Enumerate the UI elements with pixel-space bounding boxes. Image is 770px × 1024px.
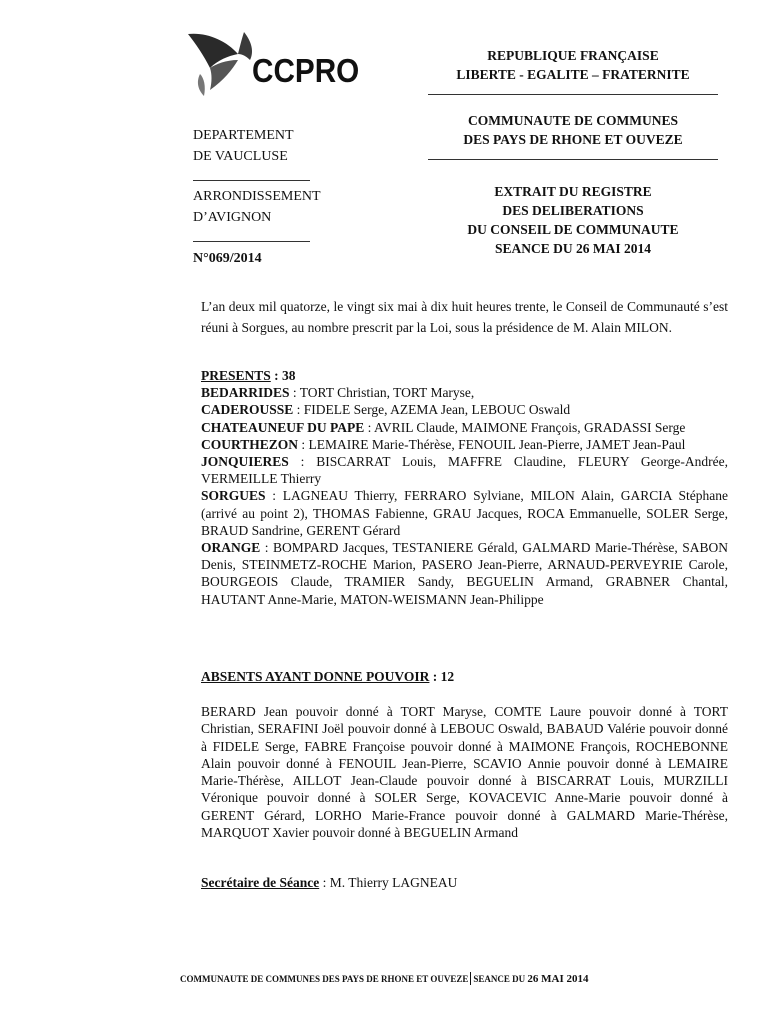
commune-entry	[201, 384, 728, 401]
commune-entry	[201, 401, 728, 418]
commune-name: CADEROUSSE	[201, 402, 294, 418]
commune-members: : LEMAIRE Marie-Thérèse, FENOUIL Jean-Pierre, JAMET Jean-Paul	[298, 436, 686, 452]
extrait-line-3: DU CONSEIL DE COMMUNAUTE	[467, 222, 679, 237]
communaute-header	[428, 111, 718, 149]
absents-heading	[201, 668, 728, 685]
divider	[428, 159, 718, 160]
republic-title: REPUBLIQUE FRANÇAISE	[487, 48, 659, 63]
secretaire-line	[201, 874, 728, 891]
extrait-header	[428, 182, 718, 258]
footer-separator	[470, 972, 471, 985]
divider	[193, 241, 310, 242]
arrondissement-line-1: ARRONDISSEMENT	[193, 189, 321, 204]
footer-seance-date: 26 MAI 2014	[527, 973, 589, 985]
logo-mark-icon	[186, 30, 256, 100]
commune-entry	[201, 487, 728, 539]
commune-entry	[201, 436, 728, 453]
absents-label: ABSENTS AYANT DONNE POUVOIR	[201, 669, 430, 684]
secretaire-label: Secrétaire de Séance	[201, 875, 320, 890]
absents-count: : 12	[429, 669, 455, 684]
commune-name: CHATEAUNEUF DU PAPE	[201, 419, 365, 435]
intro-paragraph: L’an deux mil quatorze, le vingt six mai à dix huit heures trente, le Conseil de Communauté s’est réuni à Sorgues, au nombre prescrit par la Loi, sous la présidence de M. Alain MILON.	[201, 299, 728, 335]
extrait-line-1: EXTRAIT DU REGISTRE	[494, 184, 652, 199]
commune-name: JONQUIERES	[201, 454, 289, 470]
commune-name: COURTHEZON	[201, 436, 299, 452]
commune-members: : BOMPARD Jacques, TESTANIERE Gérald, GALMARD Marie-Thérèse, SABON Denis, STEINMETZ-ROCHE Marion, PASERO Jean-Pierre, ARNAUD-PERVEYRIE Carole, BOURGEOIS Claude, TRAMIER Sandy, BEGUELIN Armand, GRABNER Chantal, HAUTANT Anne-Marie, MATON-WEISMANN Jean-Philippe	[201, 540, 728, 607]
commune-entry	[201, 453, 728, 487]
departement-line-1: DEPARTEMENT	[193, 128, 294, 143]
logo-text: CCPRO	[252, 52, 360, 89]
presents-label: PRESENTS	[201, 368, 271, 383]
arrondissement-block	[193, 186, 321, 228]
footer-left: COMMUNAUTE DE COMMUNES DES PAYS DE RHONE ET OUVEZE	[180, 974, 469, 984]
commune-members: : LAGNEAU Thierry, FERRARO Sylviane, MILON Alain, GARCIA Stéphane (arrivé au point 2), THOMAS Fabienne, GRAU Jacques, ROCA Emmanuelle, SOLER Serge, BRAUD Sandrine, GERENT Gérard	[201, 488, 728, 538]
ccpro-logo	[186, 30, 366, 100]
departement-line-2: DE VAUCLUSE	[193, 149, 288, 164]
page-footer	[180, 972, 700, 985]
absents-paragraph: BERARD Jean pouvoir donné à TORT Maryse, COMTE Laure pouvoir donné à TORT Christian, SERAFINI Joël pouvoir donné à LEBOUC Oswald, BABAUD Valérie pouvoir donné à FIDELE Serge, FABRE Françoise pouvoir donné à MAIMONE François, ROCHEBONNE Alain pouvoir donné à FENOUIL Jean-Pierre, SCAVIO Annie pouvoir donné à LEMAIRE Marie-Thérèse, AILLOT Jean-Claude pouvoir donné à BISCARRAT Louis, MURZILLI Véronique pouvoir donné à SOLER Serge, KOVACEVIC Anne-Marie pouvoir donné à GERENT Gérard, LORHO Marie-France pouvoir donné à GALMARD Marie-Thérèse, MARQUOT Xavier pouvoir donné à BEGUELIN Armand	[201, 704, 728, 841]
extrait-line-4: SEANCE DU 26 MAI 2014	[494, 241, 651, 256]
republic-header	[428, 46, 718, 84]
communaute-line-1: COMMUNAUTE DE COMMUNES	[468, 113, 678, 128]
presents-heading	[201, 367, 728, 384]
extrait-line-2: DES DELIBERATIONS	[502, 203, 644, 218]
commune-members: : TORT Christian, TORT Maryse,	[289, 385, 475, 401]
commune-entry	[201, 419, 728, 436]
republic-motto: LIBERTE - EGALITE – FRATERNITE	[456, 67, 690, 82]
divider	[428, 94, 718, 95]
departement-block	[193, 125, 294, 167]
presents-section	[201, 367, 728, 608]
commune-members: : AVRIL Claude, MAIMONE François, GRADASSI Serge	[364, 419, 686, 435]
divider	[193, 180, 310, 181]
commune-name: ORANGE	[201, 540, 261, 556]
deliberation-number: N°069/2014	[193, 251, 262, 266]
arrondissement-line-2: D’AVIGNON	[193, 210, 272, 225]
commune-name: BEDARRIDES	[201, 385, 290, 401]
footer-seance-prefix: SEANCE DU	[473, 974, 526, 984]
secretaire-value: : M. Thierry LAGNEAU	[319, 875, 458, 890]
presents-count: : 38	[270, 368, 296, 383]
commune-name: SORGUES	[201, 488, 266, 504]
commune-members: : BISCARRAT Louis, MAFFRE Claudine, FLEURY George-Andrée, VERMEILLE Thierry	[201, 454, 728, 487]
commune-members: : FIDELE Serge, AZEMA Jean, LEBOUC Oswald	[293, 402, 571, 418]
communaute-line-2: DES PAYS DE RHONE ET OUVEZE	[463, 132, 683, 147]
commune-entry	[201, 539, 728, 608]
